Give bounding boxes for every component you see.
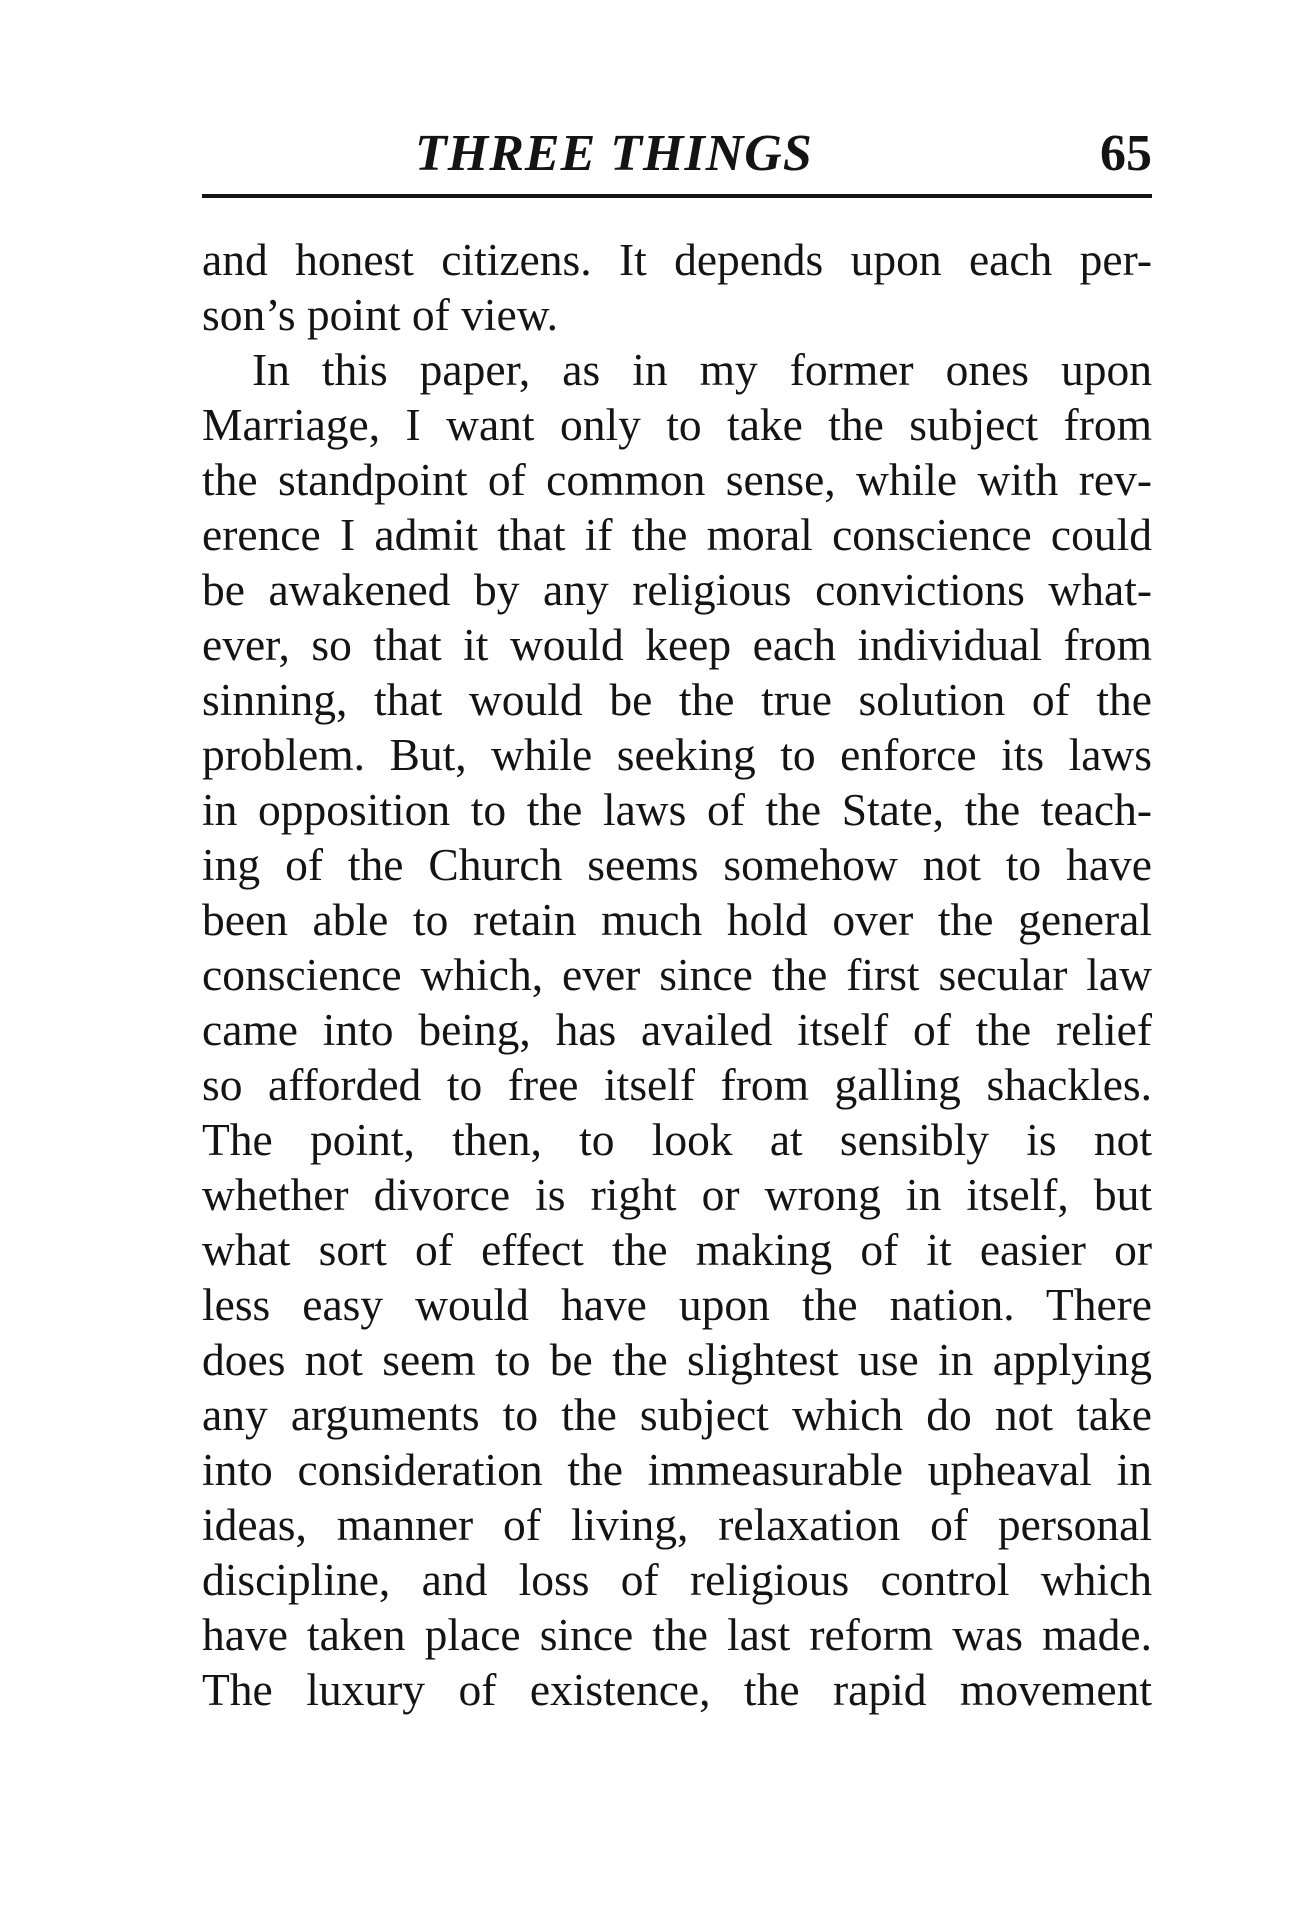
text-line: what sort of effect the making of it easier or [202, 1224, 1152, 1275]
text-line: In this paper, as in my former ones upon [252, 344, 1152, 395]
running-title: THREE THINGS [415, 125, 813, 182]
text-line: be awakened by any religious convictions what- [202, 564, 1152, 615]
text-line: problem. But, while seeking to enforce its laws [202, 729, 1152, 780]
text-line: into consideration the immeasurable upheaval in [202, 1444, 1152, 1495]
text-line: Marriage, I want only to take the subject from [202, 399, 1152, 450]
text-line: conscience which, ever since the first secular law [202, 949, 1152, 1000]
text-line: ideas, manner of living, relaxation of personal [202, 1499, 1152, 1550]
text-line: erence I admit that if the moral conscience could [202, 509, 1152, 560]
text-line: and honest citizens. It depends upon each per- [202, 234, 1152, 285]
text-line: does not seem to be the slightest use in applying [202, 1334, 1152, 1385]
text-line: sinning, that would be the true solution of the [202, 674, 1152, 725]
running-head [202, 124, 1152, 184]
text-line: the standpoint of common sense, while with rev- [202, 454, 1152, 505]
text-line: so afforded to free itself from galling shackles. [202, 1059, 1152, 1110]
page-number: 65 [1100, 125, 1152, 182]
text-line: The luxury of existence, the rapid movement [202, 1664, 1152, 1715]
text-line: ing of the Church seems somehow not to have [202, 839, 1152, 890]
header-rule [202, 194, 1152, 198]
text-line: ever, so that it would keep each individual from [202, 619, 1152, 670]
body-text [202, 232, 1152, 1717]
text-line: in opposition to the laws of the State, the teach- [202, 784, 1152, 835]
text-line: The point, then, to look at sensibly is not [202, 1114, 1152, 1165]
text-line: discipline, and loss of religious control which [202, 1554, 1152, 1605]
text-line: son’s point of view. [202, 289, 558, 340]
text-line: been able to retain much hold over the general [202, 894, 1152, 945]
text-line: came into being, has availed itself of the relief [202, 1004, 1152, 1055]
text-line: whether divorce is right or wrong in itself, but [202, 1169, 1152, 1220]
text-line: less easy would have upon the nation. There [202, 1279, 1152, 1330]
text-line: have taken place since the last reform was made. [202, 1609, 1152, 1660]
text-line: any arguments to the subject which do not take [202, 1389, 1152, 1440]
